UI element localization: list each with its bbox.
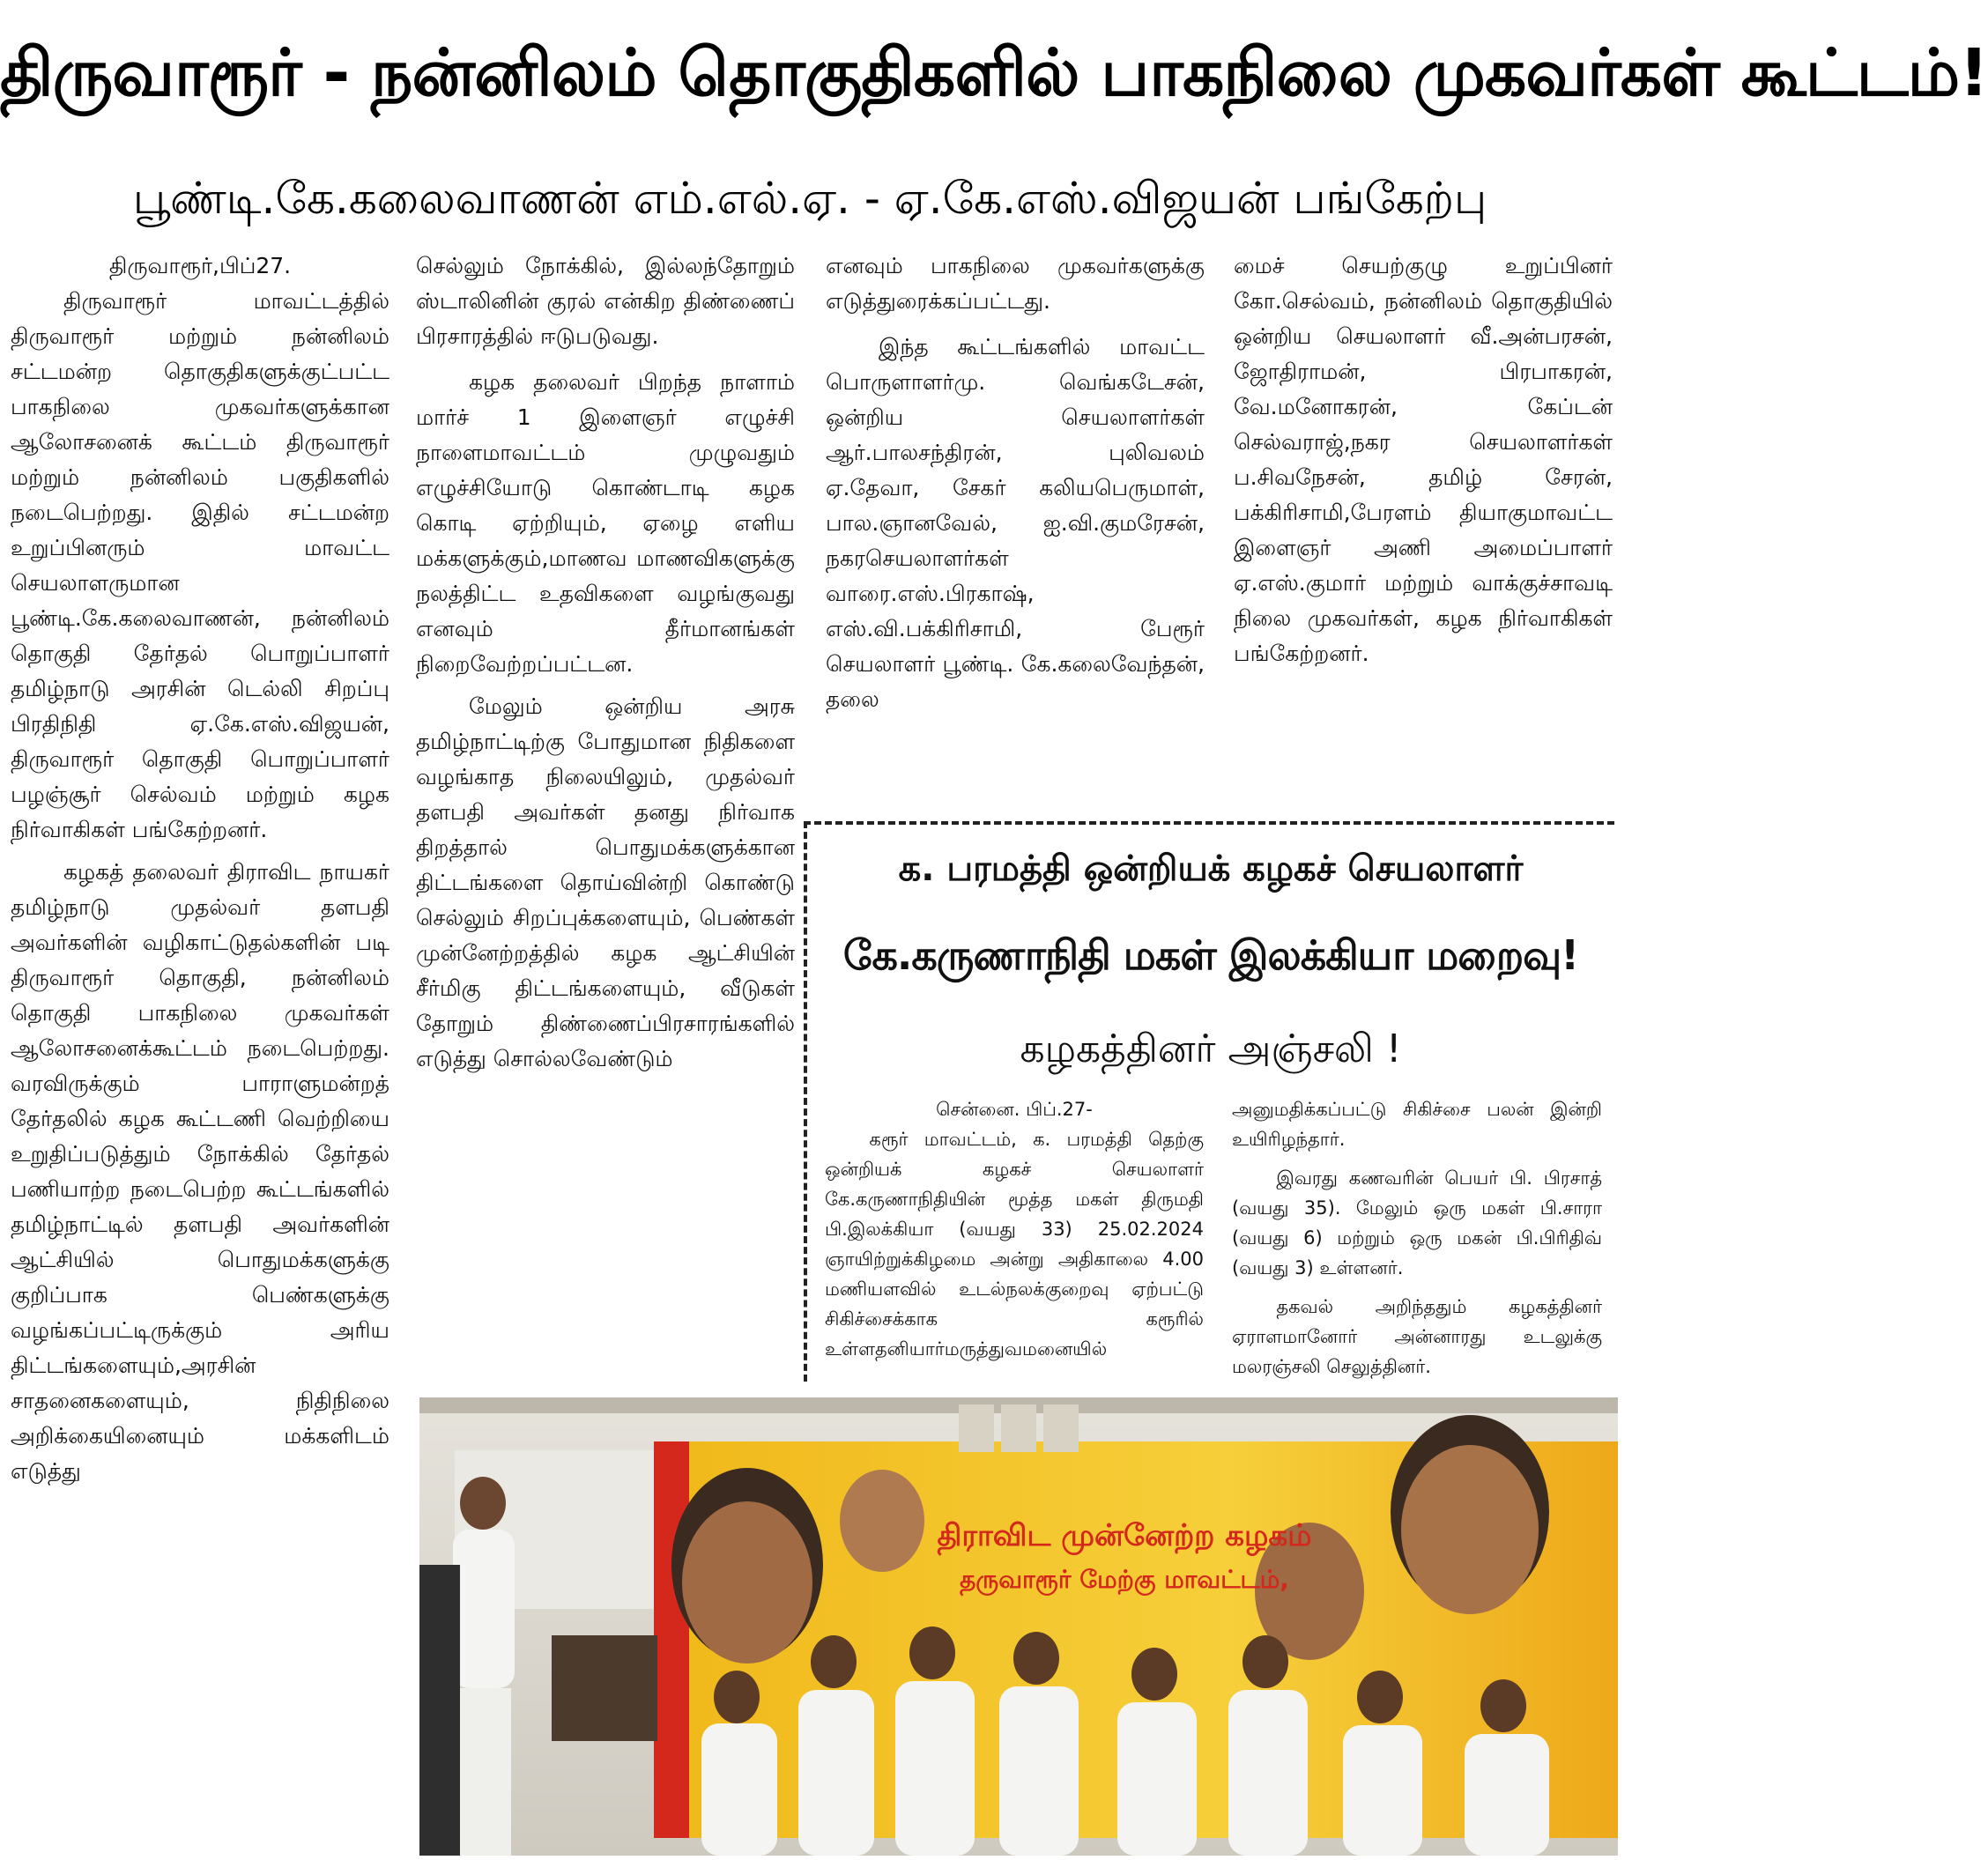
article-paragraph: கழகத் தலைவர் திராவிட நாயகர் தமிழ்நாடு முதல்வர் தளபதி அவர்களின் வழிகாட்டுதல்களின் படி திருவாரூர் தொகுதி, நன்னிலம் தொகுதி பாகநிலை முகவர்கள் ஆலோசனைக்கூட்டம் நடைபெற்றது. வரவிருக்கும் பாராளுமன்றத் தேர்தலில் கழக கூட்டணி வெற்றியை உறுதிப்படுத்தும் நோக்கில் தேர்தல் பணியாற்ற நடைபெற்ற கூட்டங்களில் தமிழ்நாட்டில் தளபதி அவர்களின் ஆட்சியில் பொதுமக்களுக்கு குறிப்பாக பெண்களுக்கு வழங்கப்பட்டிருக்கும் அரிய திட்டங்களையும்,அரசின் சாதனைகளையும், நிதிநிலை அறிக்கையினையும் மக்களிடம் எடுத்து: [11, 859, 389, 1484]
obituary-box: [804, 821, 1614, 1382]
article-paragraph: இந்த கூட்டங்களில் மாவட்ட பொருளாளர்மு. வெங்கடேசன், ஒன்றிய செயலாளர்கள் ஆர்.பாலசந்திரன், புலிவலம் ஏ.தேவா, சேகர் கலியபெருமாள், பால.ஞானவேல், ஐ.வி.குமரேசன், நகரசெயலாளர்கள் வாரை.எஸ்.பிரகாஷ், எஸ்.வி.பக்கிரிசாமி, பேரூர் செயலாளர் பூண்டி. கே.கலைவேந்தன், தலை: [826, 334, 1205, 712]
banner-text: தருவாரூர் மேற்கு மாவட்டம்,: [960, 1565, 1289, 1594]
article-paragraph: கழக தலைவர் பிறந்த நாளாம் மார்ச் 1 இளைஞர் எழுச்சி நாளைமாவட்டம் முழுவதும் எழுச்சியோடு கொண்டாடி கழக கொடி ஏற்றியும், ஏழை எளிய மக்களுக்கும்,மாணவ மாணவிகளுக்கு நலத்திட்ட உதவிகளை வழங்குவது எனவும் தீர்மானங்கள் நிறைவேற்றப்பட்டன.: [416, 369, 795, 677]
subheadline: பூண்டி.கே.கலைவாணன் எம்.எல்.ஏ. - ஏ.கே.எஸ்.விஜயன் பங்கேற்பு: [132, 173, 1487, 224]
obituary-title: க. பரமத்தி ஒன்றியக் கழகச் செயலாளர்: [898, 848, 1524, 889]
podium: [419, 1565, 460, 1856]
obituary-paragraph: தகவல் அறிந்ததும் கழகத்தினர் ஏராளமானோர் அன்னாரது உடலுக்கு மலரஞ்சலி செலுத்தினர்.: [1232, 1296, 1602, 1377]
article-paragraph: மேலும் ஒன்றிய அரசு தமிழ்நாட்டிற்கு போதுமான நிதிகளை வழங்காத நிலையிலும், முதல்வர் தளபதி அவர்கள் தனது நிர்வாக திறத்தால் பொதுமக்களுக்கான திட்டங்களை தொய்வின்றி கொண்டு செல்லும் சிறப்புக்களையும், பெண்கள் முன்னேற்றத்தில் கழக ஆட்சியின் சீர்மிகு திட்டங்களையும், வீடுகள் தோறும் திண்ணைப்பிரசாரங்களில் எடுத்து சொல்லவேண்டும்: [416, 693, 795, 1071]
article-column-2: [416, 248, 795, 1077]
article-paragraph: திருவாரூர் மாவட்டத்தில் திருவாரூர் மற்றும் நன்னிலம் சட்டமன்ற தொகுதிகளுக்குட்பட்ட பாகநிலை முகவர்களுக்கான ஆலோசனைக் கூட்டம் திருவாரூர் மற்றும் நன்னிலம் பகுதிகளில் நடைபெற்றது. இதில் சட்டமன்ற உறுப்பினரும் மாவட்ட செயலாளருமான பூண்டி.கே.கலைவாணன், நன்னிலம் தொகுதி தேர்தல் பொறுப்பாளர் தமிழ்நாடு அரசின் டெல்லி சிறப்பு பிரதிநிதி ஏ.கே.எஸ்.விஜயன், திருவாரூர் தொகுதி பொறுப்பாளர் பழஞ்சூர் செல்வம் மற்றும் கழக நிர்வாகிகள் பங்கேற்றனர்.: [11, 288, 389, 842]
article-column-3: [826, 248, 1205, 717]
meeting-photo: [419, 1397, 1618, 1856]
article-dateline: திருவாரூர்,பிப்27.: [108, 253, 292, 278]
speaker: [453, 1477, 515, 1856]
obituary-subheading: கழகத்தினர் அஞ்சலி !: [1020, 1026, 1402, 1071]
article-paragraph: எனவும் பாகநிலை முகவர்களுக்கு எடுத்துரைக்கப்பட்டது.: [826, 253, 1205, 314]
obituary-paragraph: இவரது கணவரின் பெயர் பி. பிரசாத் (வயது 35). மேலும் ஒரு மகள் பி.சாரா (வயது 6) மற்றும் ஒரு மகன் பி.பிரிதிவ் (வயது 3) உள்ளனர்.: [1232, 1167, 1602, 1278]
article-paragraph: செல்லும் நோக்கில், இல்லந்தோறும் ஸ்டாலினின் குரல் என்கிற திண்ணைப் பிரசாரத்தில் ஈடுபடுவது.: [416, 253, 795, 349]
banner-portrait: [840, 1470, 924, 1572]
headline: திருவாரூர் - நன்னிலம் தொகுதிகளில் பாகநிலை முகவர்கள் கூட்டம்!: [0, 35, 1988, 111]
obituary-paragraph: கரூர் மாவட்டம், க. பரமத்தி தெற்கு ஒன்றியக் கழகச் செயலாளர் கே.கருணாநிதியின் மூத்த மகள் திருமதி பி.இலக்கியா (வயது 33) 25.02.2024 ஞாயிற்றுக்கிழமை அன்று அதிகாலை 4.00 மணியளவில் உடல்நலக்குறைவு ஏற்பட்டு சிகிச்சைக்காக கரூரில் உள்ளதனியார்மருத்துவமனையில்: [825, 1129, 1204, 1360]
article-column-1: [11, 248, 389, 1489]
obituary-paragraph: அனுமதிக்கப்பட்டு சிகிச்சை பலன் இன்றி உயிரிழந்தார்.: [1232, 1099, 1602, 1150]
banner-text: திராவிட முன்னேற்ற கழகம்: [937, 1518, 1312, 1553]
article-column-4: [1234, 248, 1613, 671]
obituary-heading: கே.கருணாநிதி மகள் இலக்கியா மறைவு!: [842, 931, 1579, 979]
obituary-dateline: சென்னை. பிப்.27-: [936, 1099, 1093, 1120]
obituary-column-2: [1232, 1094, 1602, 1382]
obituary-column-1: [825, 1094, 1204, 1364]
article-paragraph: மைச் செயற்குழு உறுப்பினர் கோ.செல்வம், நன்னிலம் தொகுதியில் ஒன்றிய செயலாளர் வீ.அன்பரசன், ஜோதிராமன், பிரபாகரன், வே.மனோகரன், கேப்டன் செல்வராஜ்,நகர செயலாளர்கள் ப.சிவநேசன், தமிழ் சேரன், பக்கிரிசாமி,பேரளம் தியாகுமாவட்ட இளைஞர் அணி அமைப்பாளர் ஏ.எஸ்.குமார் மற்றும் வாக்குச்சாவடி நிலை முகவர்கள், கழக நிர்வாகிகள் பங்கேற்றனர்.: [1234, 253, 1613, 666]
